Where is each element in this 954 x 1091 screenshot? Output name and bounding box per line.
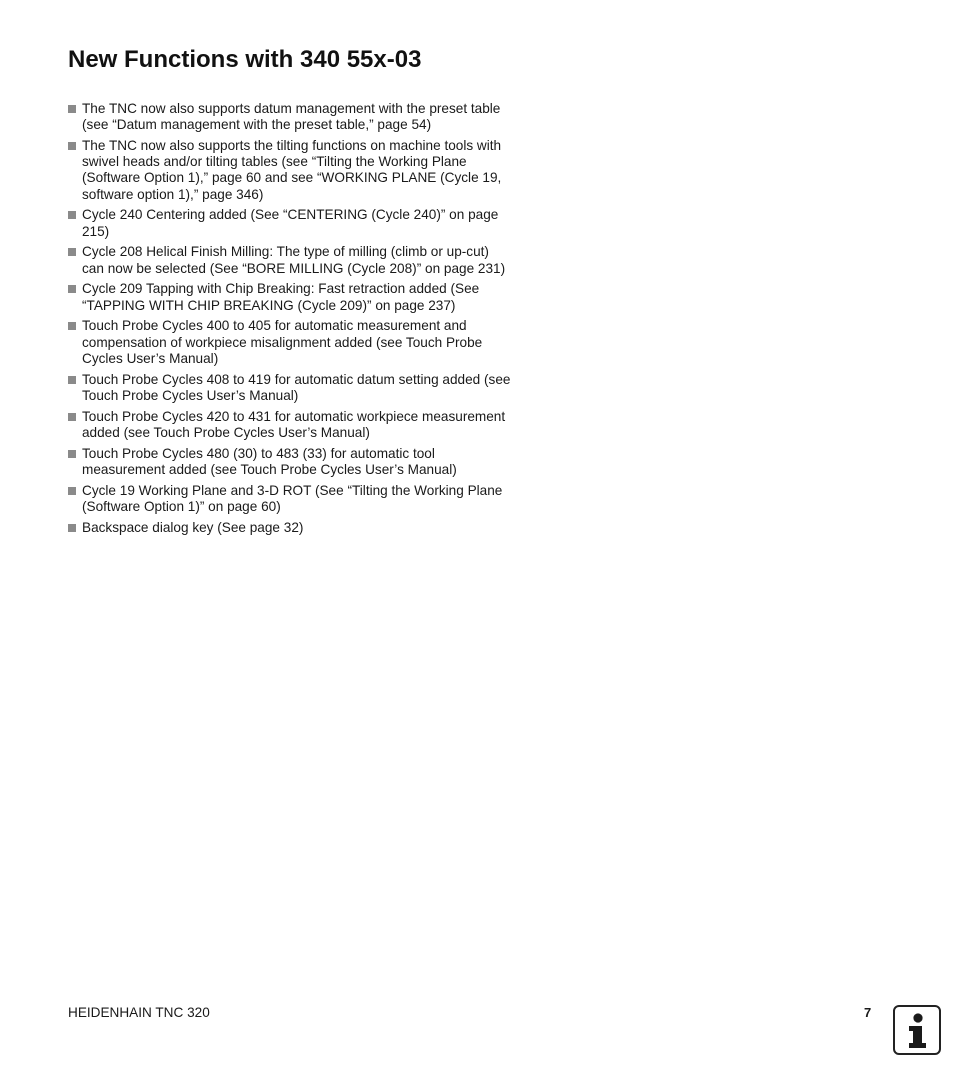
info-icon: [893, 1005, 941, 1055]
page-title: New Functions with 340 55x-03: [68, 46, 422, 73]
square-bullet-icon: [68, 285, 76, 293]
list-item: [68, 281, 513, 313]
list-item: [68, 520, 513, 536]
square-bullet-icon: [68, 105, 76, 113]
page-number: 7: [864, 1005, 872, 1020]
list-item: [68, 409, 513, 441]
square-bullet-icon: [68, 248, 76, 256]
list-item: [68, 101, 513, 133]
list-item-text: Cycle 240 Centering added (See “CENTERING (Cycle 240)” on page 215): [82, 207, 499, 239]
list-item-text: Touch Probe Cycles 400 to 405 for automatic measurement and compensation of workpiece misalignment added (see Touch Probe Cycles User’s Manual): [82, 318, 483, 366]
list-item-text: Cycle 209 Tapping with Chip Breaking: Fast retraction added (See “TAPPING WITH CHIP BREAKING (Cycle 209)” on page 237): [82, 281, 480, 313]
list-item-text: The TNC now also supports datum management with the preset table (see “Datum management with the preset table,” page 54): [82, 101, 501, 133]
list-item: [68, 446, 513, 478]
square-bullet-icon: [68, 376, 76, 384]
list-item-text: Cycle 19 Working Plane and 3-D ROT (See “Tilting the Working Plane (Software Option 1)” on page 60): [82, 482, 503, 514]
square-bullet-icon: [68, 413, 76, 421]
info-glyph: [895, 1007, 939, 1053]
list-item-text: Touch Probe Cycles 420 to 431 for automatic workpiece measurement added (see Touch Probe Cycles User’s Manual): [82, 408, 506, 440]
list-item-text: The TNC now also supports the tilting functions on machine tools with swivel heads and/or tilting tables (see “Tilting the Working Plane (Software Option 1),” page 60 and see “WORKING PLANE (Cycle 19, software option 1),” page 346): [82, 138, 502, 202]
feature-list: [68, 101, 513, 540]
square-bullet-icon: [68, 524, 76, 532]
footer-product-name: HEIDENHAIN TNC 320: [68, 1005, 210, 1020]
list-item-text: Touch Probe Cycles 480 (30) to 483 (33) for automatic tool measurement added (see Touch Probe Cycles User’s Manual): [82, 445, 457, 477]
list-item-text: Backspace dialog key (See page 32): [82, 519, 304, 535]
square-bullet-icon: [68, 142, 76, 150]
list-item: [68, 372, 513, 404]
square-bullet-icon: [68, 487, 76, 495]
list-item-text: Cycle 208 Helical Finish Milling: The type of milling (climb or up-cut) can now be selected (See “BORE MILLING (Cycle 208)” on page 231): [82, 244, 506, 276]
square-bullet-icon: [68, 211, 76, 219]
list-item: [68, 244, 513, 276]
list-item: [68, 138, 513, 203]
list-item: [68, 483, 513, 515]
square-bullet-icon: [68, 322, 76, 330]
square-bullet-icon: [68, 450, 76, 458]
list-item: [68, 207, 513, 239]
list-item-text: Touch Probe Cycles 408 to 419 for automatic datum setting added (see Touch Probe Cycles User’s Manual): [82, 371, 511, 403]
list-item: [68, 318, 513, 367]
